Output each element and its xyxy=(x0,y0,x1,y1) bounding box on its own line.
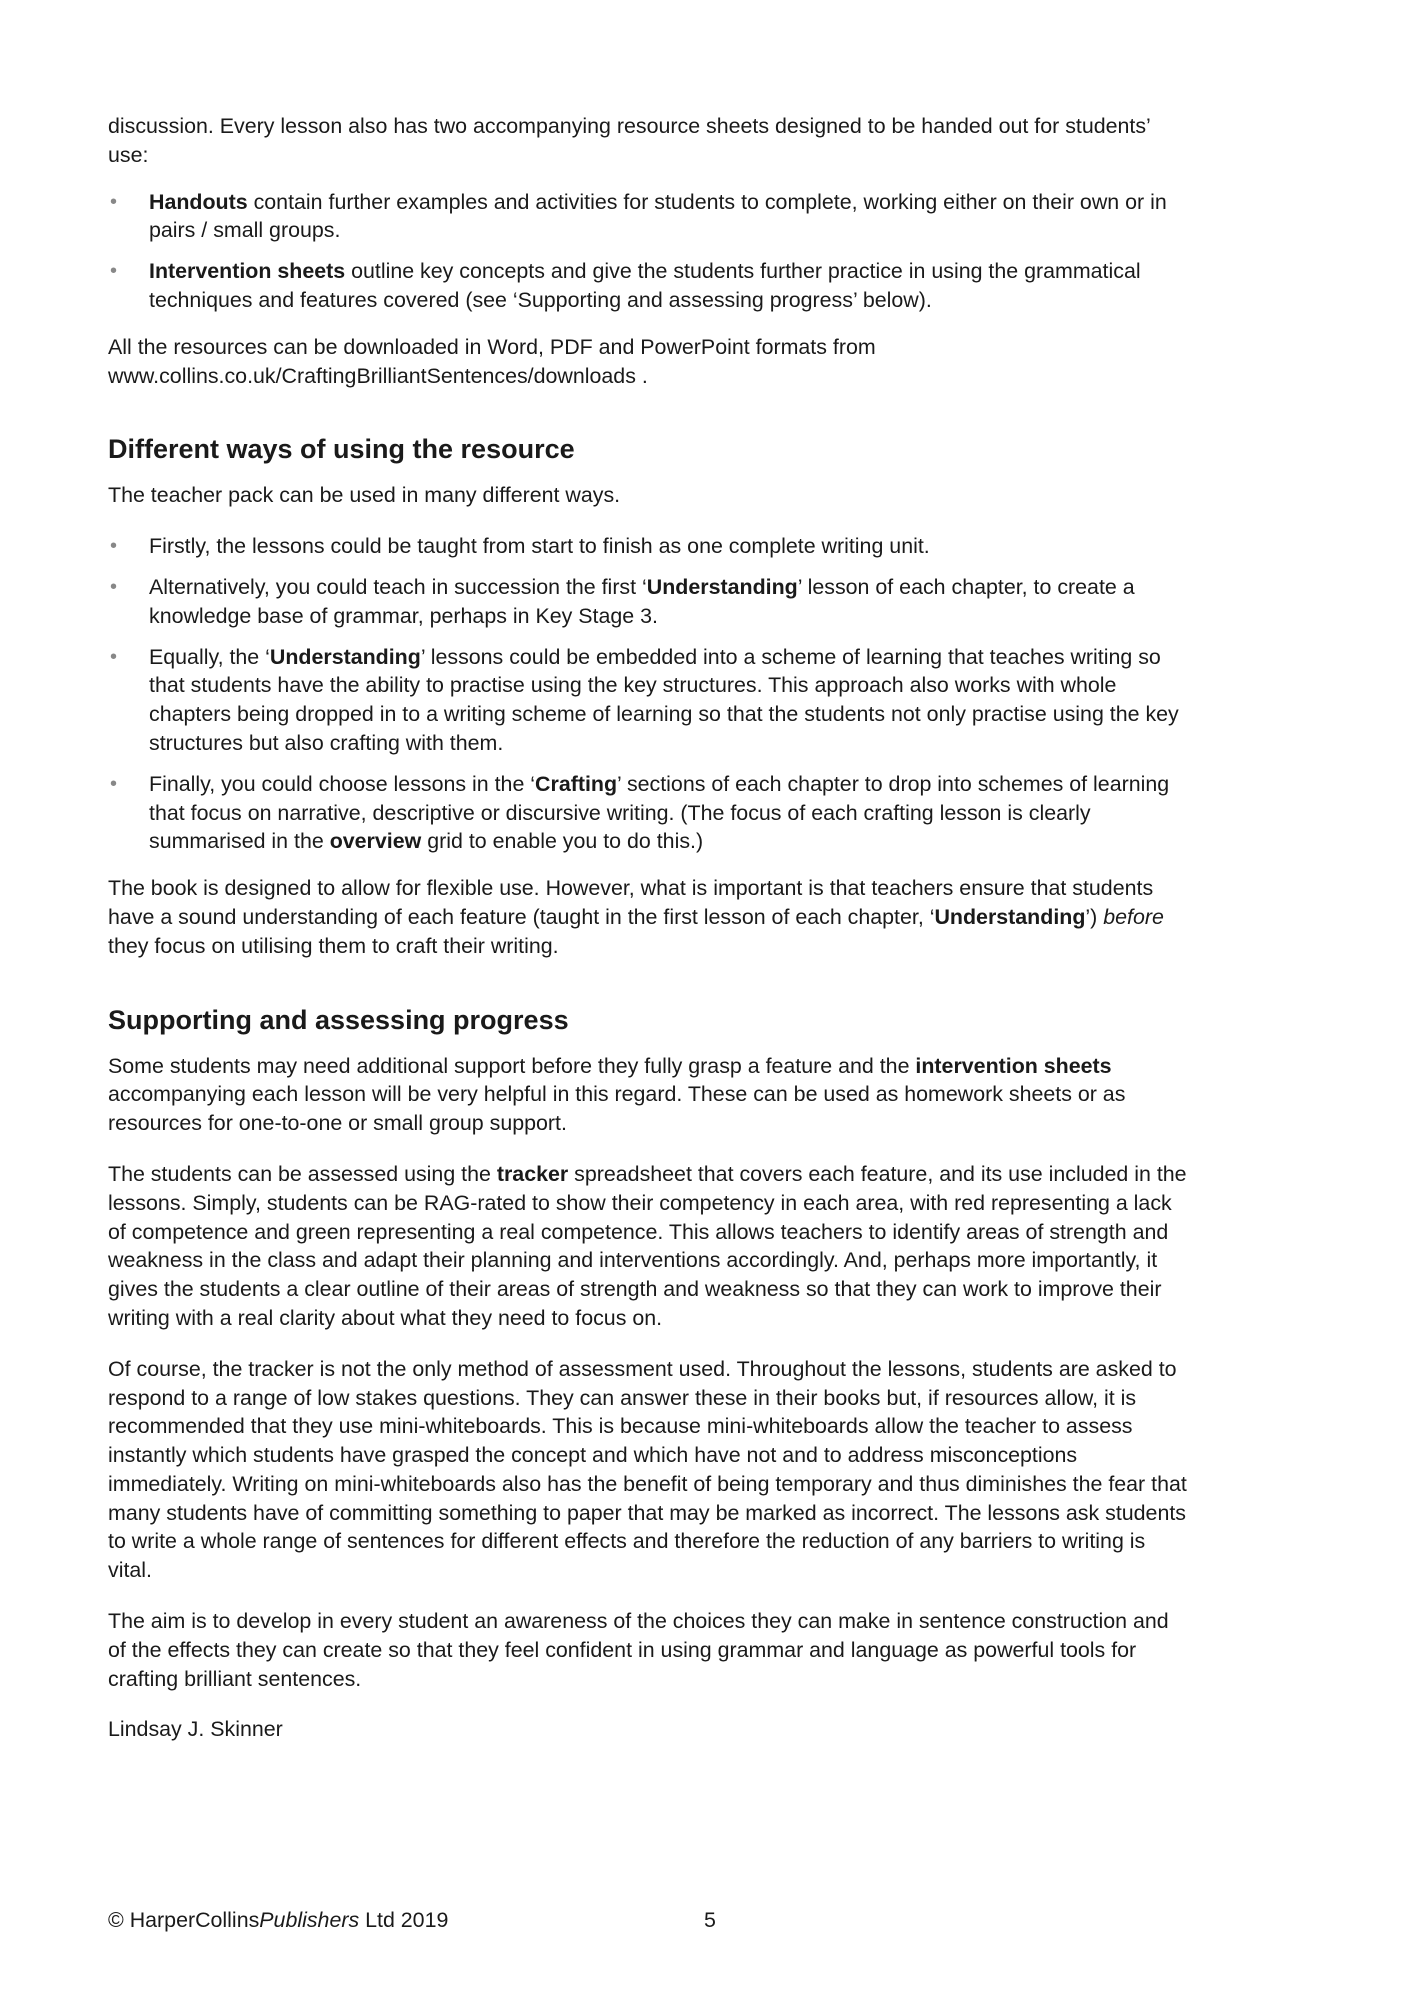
resource-sheets-list xyxy=(108,188,1188,315)
list-item xyxy=(108,188,1188,246)
paragraph-text: The students can be assessed using the xyxy=(108,1161,497,1186)
item-text: Firstly, the lessons could be taught from start to finish as one complete writing unit. xyxy=(149,534,930,559)
tracker-paragraph xyxy=(108,1160,1188,1333)
emphasis-text: before xyxy=(1103,904,1164,929)
section-heading-progress: Supporting and assessing progress xyxy=(108,1004,569,1035)
section-heading-ways: Different ways of using the resource xyxy=(108,434,575,465)
bullet-icon: • xyxy=(110,772,118,795)
item-text: Equally, the ‘ xyxy=(149,644,270,669)
term-bold: overview xyxy=(329,829,422,854)
item-text: ’ lessons could be embedded into a scheme of learning that teaches writing so that students have the ability to practise using the key structures. This approach also works with whole chapters being dropped in to a writing scheme of learning so that the students not only practise using the key structures but also crafting with them. xyxy=(149,644,1179,755)
section-lead: The teacher pack can be used in many different ways. xyxy=(108,483,621,508)
item-text: grid to enable you to do this.) xyxy=(421,829,704,854)
copyright-notice xyxy=(108,1908,448,1932)
copyright-text: © HarperCollins xyxy=(108,1908,260,1932)
author-signature: Lindsay J. Skinner xyxy=(108,1717,283,1742)
downloads-paragraph xyxy=(108,333,1188,391)
aim-paragraph: The aim is to develop in every student an awareness of the choices they can make in sentence construction and of the effects they can create so that they feel confident in using grammar and language as powerful tools for crafting brilliant sentences. xyxy=(108,1609,1169,1691)
list-item xyxy=(108,573,1188,631)
paragraph-text: The book is designed to allow for flexible use. However, what is important is that teachers ensure that students have a sound understanding of each feature (taught in the first lesson of each chapter, ‘ xyxy=(108,876,1154,929)
term-bold: Understanding xyxy=(934,904,1086,929)
item-text: Finally, you could choose lessons in the ‘ xyxy=(149,771,536,796)
list-item xyxy=(108,257,1188,315)
item-text: outline key concepts and give the students further practice in using the grammatical techniques and features covered (see ‘Supporting and assessing progress’ below). xyxy=(149,259,1141,312)
paragraph-text: ’) xyxy=(1085,904,1104,929)
item-text: contain further examples and activities for students to complete, working either on their own or in pairs / small groups. xyxy=(149,189,1167,243)
term-bold: Understanding xyxy=(646,574,798,599)
copyright-italic: Publishers xyxy=(259,1908,360,1932)
bullet-icon: • xyxy=(110,645,118,668)
term-bold: Intervention sheets xyxy=(149,259,346,284)
downloads-link[interactable]: www.collins.co.uk/CraftingBrilliantSentences/downloads . xyxy=(108,363,648,388)
bullet-icon: • xyxy=(110,535,118,558)
ways-list xyxy=(108,532,1188,856)
term-bold: Handouts xyxy=(149,189,248,214)
bullet-icon: • xyxy=(110,260,118,283)
paragraph-text: accompanying each lesson will be very helpful in this regard. These can be used as homework sheets or as resources for one-to-one or small group support. xyxy=(108,1082,1126,1136)
copyright-text: Ltd 2019 xyxy=(359,1908,449,1932)
item-text: Alternatively, you could teach in succession the first ‘ xyxy=(149,574,647,599)
term-bold: Understanding xyxy=(269,644,421,669)
paragraph-text: spreadsheet that covers each feature, and its use included in the lessons. Simply, students can be RAG-rated to show their competency in each area, with red representing a lack of competence and green representing a real competence. This allows teachers to identify areas of strength and weakness in the class and adapt their planning and interventions accordingly. And, perhaps more importantly, it gives the students a clear outline of their areas of strength and weakness so that they can work to improve their writing with a real clarity about what they need to focus on. xyxy=(108,1161,1187,1330)
bullet-icon: • xyxy=(110,575,118,598)
document-page xyxy=(108,112,1188,1744)
assessment-paragraph: Of course, the tracker is not the only method of assessment used. Throughout the lessons, students are asked to respond to a range of low stakes questions. They can answer these in their books but, if resources allow, it is recommended that they use mini-whiteboards. This is because mini-whiteboards allow the teacher to assess instantly which students have grasped the concept and which have not and to address misconceptions immediately. Writing on mini-whiteboards also has the benefit of being temporary and thus diminishes the fear that many students have of committing something to paper that may be marked as incorrect. The lessons ask students to write a whole range of sentences for different effects and therefore the reduction of any barriers to writing is vital. xyxy=(108,1356,1187,1583)
list-item xyxy=(108,643,1188,758)
paragraph-text: Some students may need additional support before they fully grasp a feature and the xyxy=(108,1053,916,1078)
list-item xyxy=(108,770,1188,856)
flexible-use-paragraph xyxy=(108,874,1188,960)
term-bold: Crafting xyxy=(535,771,618,796)
paragraph-text: they focus on utilising them to craft their writing. xyxy=(108,933,559,958)
bullet-icon: • xyxy=(110,190,118,213)
downloads-text: All the resources can be downloaded in Word, PDF and PowerPoint formats from xyxy=(108,334,876,359)
item-text: ’ sections of each chapter to drop into schemes of learning that focus on narrative, descriptive or discursive writing. (The focus of each crafting lesson is clearly summarised in the xyxy=(149,771,1170,854)
term-bold: tracker xyxy=(496,1161,569,1186)
page-footer xyxy=(108,1906,1188,1934)
term-bold: intervention sheets xyxy=(915,1053,1112,1078)
list-item xyxy=(108,532,1188,561)
intro-paragraph: discussion. Every lesson also has two accompanying resource sheets designed to be handed out for students’ use: xyxy=(108,114,1151,167)
item-text: ’ lesson of each chapter, to create a knowledge base of grammar, perhaps in Key Stage 3. xyxy=(149,574,1135,628)
page-number: 5 xyxy=(704,1908,716,1932)
support-paragraph xyxy=(108,1052,1188,1138)
